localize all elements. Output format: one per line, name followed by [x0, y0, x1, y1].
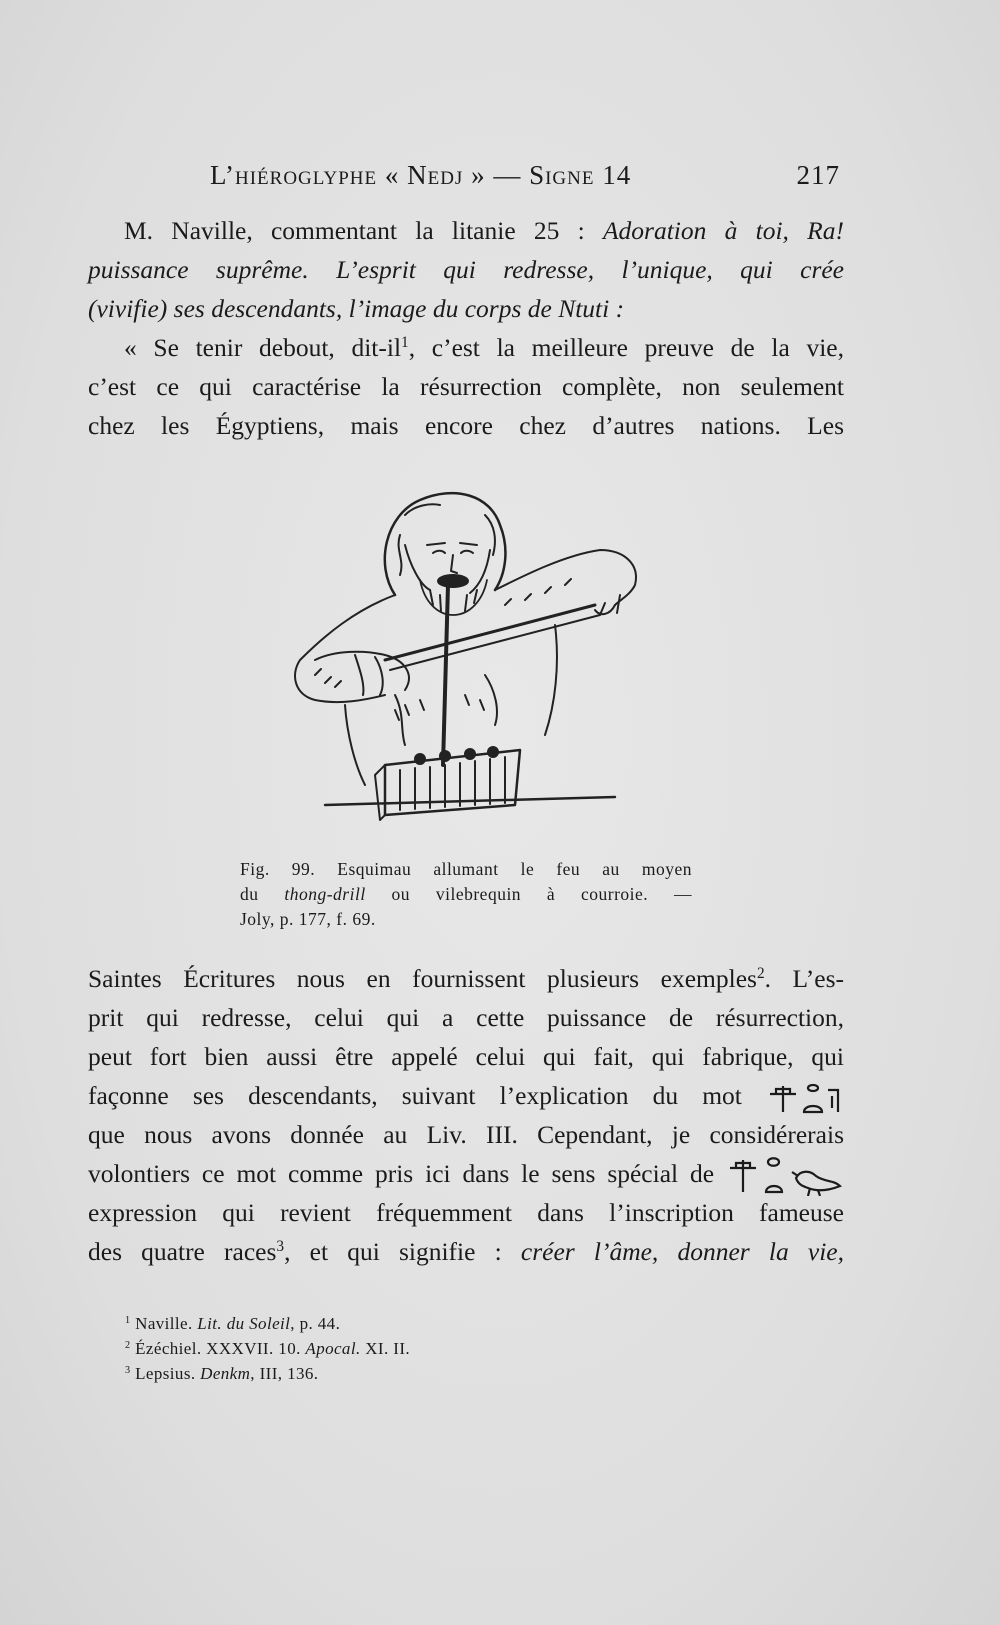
- caption-line: Fig. 99. Esquimau allumant le feu au moyen: [240, 859, 692, 879]
- footnote: $^3$ Lepsius. Denkm, III, 136.: [125, 1364, 319, 1383]
- footnote-ref: 1: [401, 333, 409, 351]
- header-title: L’hiéroglyphe « Nedj » — Signe 14: [210, 160, 632, 190]
- text-line: peut fort bien aussi être appelé celui qui fait, qui fabrique, qui: [88, 1042, 844, 1071]
- text-line: chez les Égyptiens, mais encore chez d’autres nations. Les: [88, 411, 844, 440]
- footnote-ref: 3: [276, 1237, 285, 1255]
- text-line: expression qui revient fréquemment dans l’inscription fameuse: [88, 1198, 844, 1227]
- figure-illustration: [255, 475, 655, 835]
- text-line: prit qui redresse, celui qui a cette puissance de résurrection,: [88, 1003, 844, 1032]
- running-header: [210, 160, 840, 200]
- footnote-ref: 2: [756, 964, 765, 982]
- page-number: 217: [796, 160, 840, 190]
- text-line: puissance suprême. L’esprit qui redresse, l’unique, qui crée: [88, 255, 844, 284]
- hieroglyph-nedj-icon: [766, 1082, 844, 1114]
- text-line: des quatre races$^3$, et qui signifie : créer l’âme, donner la vie,: [88, 1237, 844, 1266]
- footnote: $^1$ Naville. Lit. du Soleil, p. 44.: [125, 1314, 341, 1333]
- text-line: volontiers ce mot comme pris ici dans le sens spécial de: [88, 1154, 844, 1193]
- text-line: M. Naville, commentant la litanie 25 : Adoration à toi, Ra!: [124, 216, 844, 245]
- text-line: c’est ce qui caractérise la résurrection complète, non seulement: [88, 372, 844, 401]
- caption-line: du thong-drill ou vilebrequin à courroie. —: [240, 884, 692, 904]
- text-line: (vivifie) ses descendants, l’image du corps de Ntuti :: [88, 294, 625, 323]
- text-line: Saintes Écritures nous en fournissent plusieurs exemples$^2$. L’es-: [88, 964, 844, 993]
- text-line: façonne ses descendants, suivant l’explication du mot: [88, 1076, 844, 1115]
- paragraph-bottom: [88, 959, 844, 1271]
- paragraph-top: [88, 211, 844, 445]
- figure-caption: [240, 857, 692, 932]
- footnotes: [125, 1311, 725, 1386]
- footnote: $^2$ Ézéchiel. XXXVII. 10. Apocal. XI. II.: [125, 1339, 411, 1358]
- caption-line: Joly, p. 177, f. 69.: [240, 909, 376, 929]
- text-line: que nous avons donnée au Liv. III. Cependant, je considérerais: [88, 1120, 844, 1149]
- hieroglyph-group-icon: [726, 1156, 844, 1196]
- text-line: « Se tenir debout, dit-$il^1$, c’est la meilleure preuve de la vie,: [124, 333, 845, 362]
